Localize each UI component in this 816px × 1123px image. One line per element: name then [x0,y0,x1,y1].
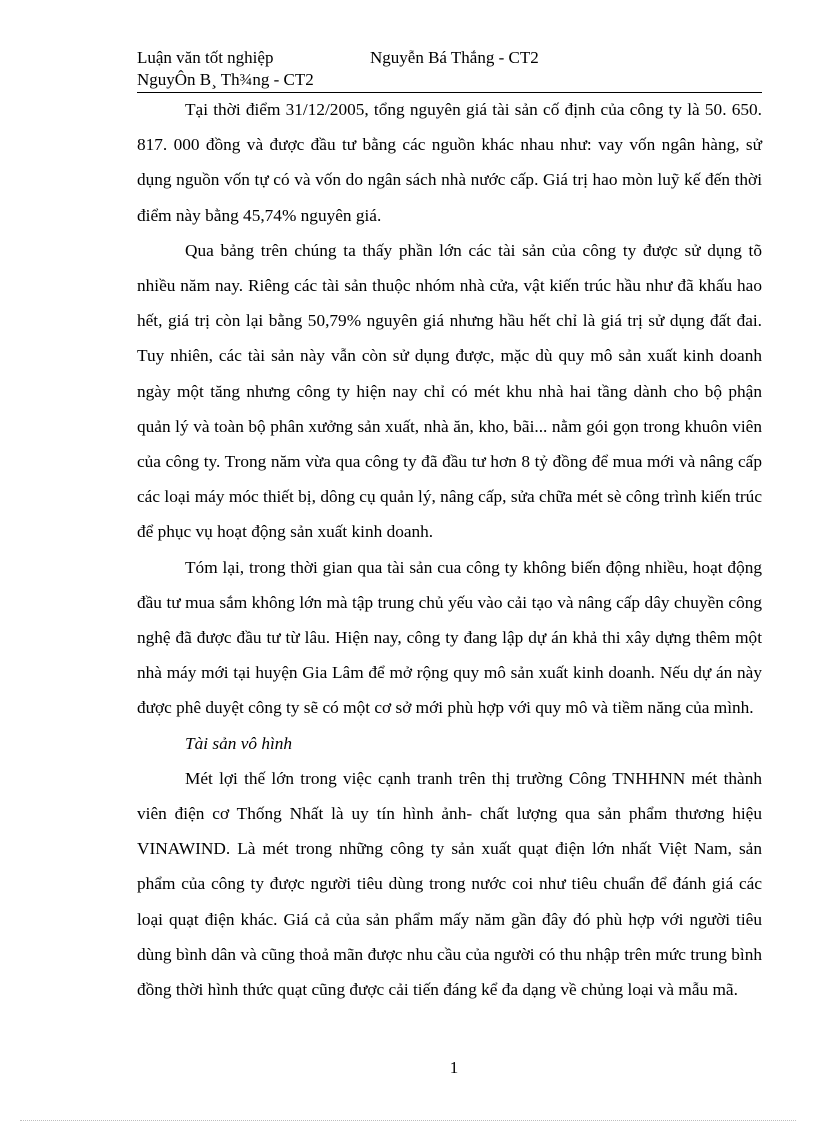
paragraph-asset-value: Tại thời điểm 31/12/2005, tổng nguyên giá tài sản cố định của công ty là 50. 650. 817. 000 đồng và được đầu tư bằng các nguồn khác nhau như: vay vốn ngân hàng, sử dụng nguồn vốn tự có và vốn do ngân sách nhà nước cấp. Giá trị hao mòn luỹ kế đến thời điểm này bằng 45,74% nguyên giá. [137,100,762,225]
paragraph-summary: Tóm lại, trong thời gian qua tài sản cua công ty không biến động nhiều, hoạt động đầu tư mua sắm không lớn mà tập trung chủ yếu vào cải tạo và nâng cấp dây chuyền công nghệ đã được đầu tư từ lâu. Hiện nay, công ty đang lập dự án khả thi xây dựng thêm một nhà máy mới tại huyện Gia Lâm để mở rộng quy mô sản xuất kinh doanh. Nếu dự án này được phê duyệt công ty sẽ có một cơ sở mới phù hợp với quy mô và tiềm năng của mình. [137,557,762,718]
header-author-legacy-encoding: NguyÔn B¸ Th¾ng - CT2 [137,70,314,89]
paragraph-asset-usage: Qua bảng trên chúng ta thấy phần lớn các tài sản của công ty được sử dụng tõ nhiều năm nay. Riêng các tài sản thuộc nhóm nhà cửa, vật kiến trúc hầu như đã khấu hao hết, giá trị còn lại bằng 50,79% nguyên giá nhưng hầu hết chỉ là giá trị sử dụng đất đai. Tuy nhiên, các tài sản này vẫn còn sử dụng được, mặc dù quy mô sản xuất kinh doanh ngày một tăng nhưng công ty hiện nay chỉ có mét khu nhà hai tầng dành cho bộ phận quản lý và toàn bộ phân xưởng sản xuất, nhà ăn, kho, bãi... nằm gói gọn trong khuôn viên của công ty. Trong năm vừa qua công ty đã đầu tư hơn 8 tỷ đồng để mua mới và nâng cấp các loại máy móc thiết bị, dông cụ quản lý, nâng cấp, sửa chữa mét sè công trình kiến trúc để phục vụ hoạt động sản xuất kinh doanh. [137,240,762,542]
header-thesis-label: Luận văn tốt nghiệp [137,48,274,67]
page-header [137,48,762,92]
paragraph-intangible-assets: Mét lợi thế lớn trong việc cạnh tranh trên thị trường Công TNHHNN mét thành viên điện cơ Thống Nhất là uy tín hình ảnh- chất lượng qua sản phẩm thương hiệu VINAWIND. Là mét trong những công ty sản xuất quạt điện lớn nhất Việt Nam, sản phẩm của công ty được người tiêu dùng trong nước coi như tiêu chuẩn để đánh giá các loại quạt điện khác. Giá cả của sản phẩm mấy năm gần đây đó phù hợp với người tiêu dùng bình dân và cũng thoả mãn được nhu cầu của người có thu nhập trên mức trung bình đồng thời hình thức quạt cũng được cải tiến đáng kể đa dạng về chủng loại và mẫu mã. [137,768,762,1000]
page-number: 1 [449,1058,459,1077]
page-edge-divider [20,1120,796,1121]
document-body [137,92,762,1007]
header-author: Nguyễn Bá Thắng - CT2 [370,48,539,67]
subheading-intangible-assets: Tài sản vô hình [185,733,293,753]
